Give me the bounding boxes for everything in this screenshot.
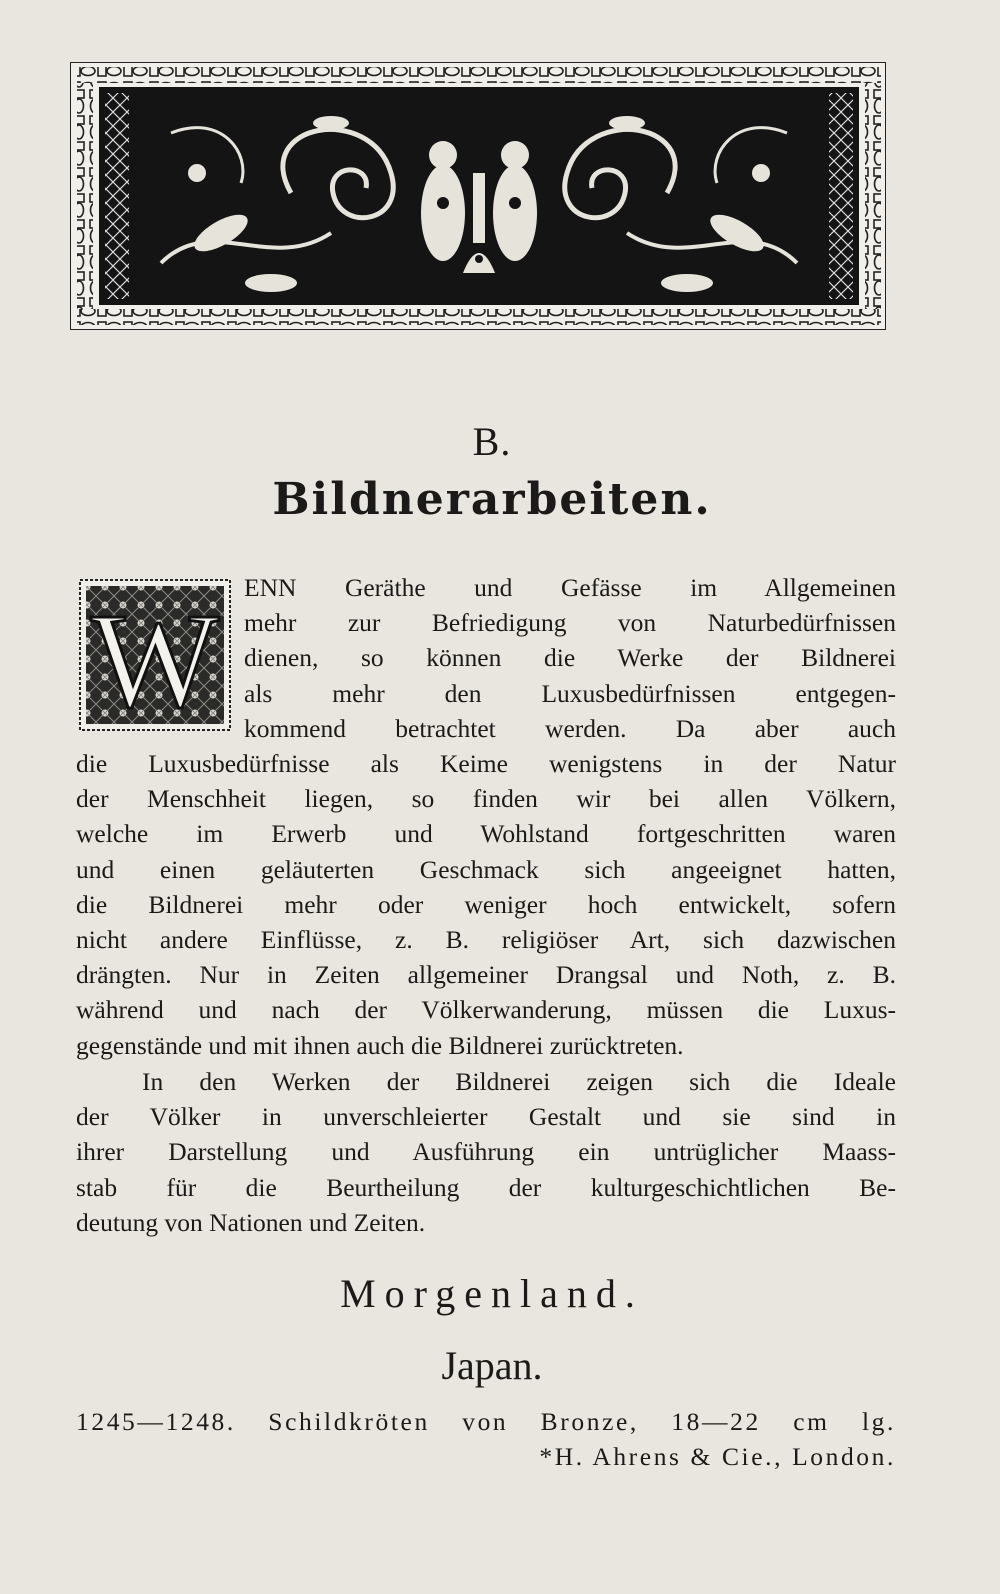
paragraph-2 [76, 1064, 896, 1240]
catalog-entry-lender: *H. Ahrens & Cie., London. [539, 1442, 896, 1471]
paragraph-1-indented [244, 570, 896, 746]
country-heading: Japan. [441, 1343, 543, 1388]
text-line: und einen geläuterten Geschmack sich angeeignet hatten, [76, 854, 896, 884]
text-line: dienen, so können die Werke der Bildnerei [244, 643, 896, 673]
text-line: ENN Geräthe und Gefässe im Allgemeinen [244, 573, 896, 602]
grotesque-ornament-illustration [71, 63, 887, 331]
text-line: stab für die Beurtheilung der kulturgeschichtlichen Be- [76, 1172, 896, 1202]
text-line: als mehr den Luxusbedürfnissen entgegen- [244, 678, 896, 708]
text-line: während und nach der Völkerwanderung, müssen die Luxus- [76, 995, 896, 1025]
text-line: nicht andere Einflüsse, z. B. religiöser Art, sich dazwischen [76, 925, 896, 955]
text-line: welche im Erwerb und Wohlstand fortgeschritten waren [76, 819, 896, 849]
initial-letter-glyph: W [90, 586, 220, 732]
section-letter: B. [472, 419, 512, 464]
text-line: die Bildnerei mehr oder weniger hoch entwickelt, sofern [76, 889, 896, 919]
decorated-initial-letter [78, 578, 232, 732]
text-line: der Menschheit liegen, so finden wir bei allen Völkern, [76, 784, 896, 814]
region-heading: Morgenland. [340, 1271, 644, 1316]
text-line: ihrer Darstellung und Ausführung ein untrüglicher Maass- [76, 1137, 896, 1167]
text-line: In den Werken der Bildnerei zeigen sich die Ideale [142, 1067, 896, 1096]
text-line: deutung von Nationen und Zeiten. [76, 1207, 426, 1237]
paragraph-1-continued [76, 746, 896, 1063]
ornamental-header-banner [70, 62, 886, 330]
text-line: drängten. Nur in Zeiten allgemeiner Drangsal und Noth, z. B. [76, 960, 896, 990]
text-line: kommend betrachtet werden. Da aber auch [244, 713, 896, 743]
text-line: der Völker in unverschleierter Gestalt und sie sind in [76, 1102, 896, 1132]
catalog-entry [76, 1404, 896, 1474]
text-line: die Luxusbedürfnisse als Keime wenigstens in der Natur [76, 749, 896, 778]
text-line: mehr zur Befriedigung von Naturbedürfnissen [244, 608, 896, 638]
catalog-entry-description: 1245—1248. Schildkröten von Bronze, 18—22 cm lg. [76, 1407, 896, 1436]
text-line: gegenstände und mit ihnen auch die Bildnerei zurücktreten. [76, 1030, 684, 1060]
section-title: Bildnerarbeiten. [272, 474, 712, 525]
